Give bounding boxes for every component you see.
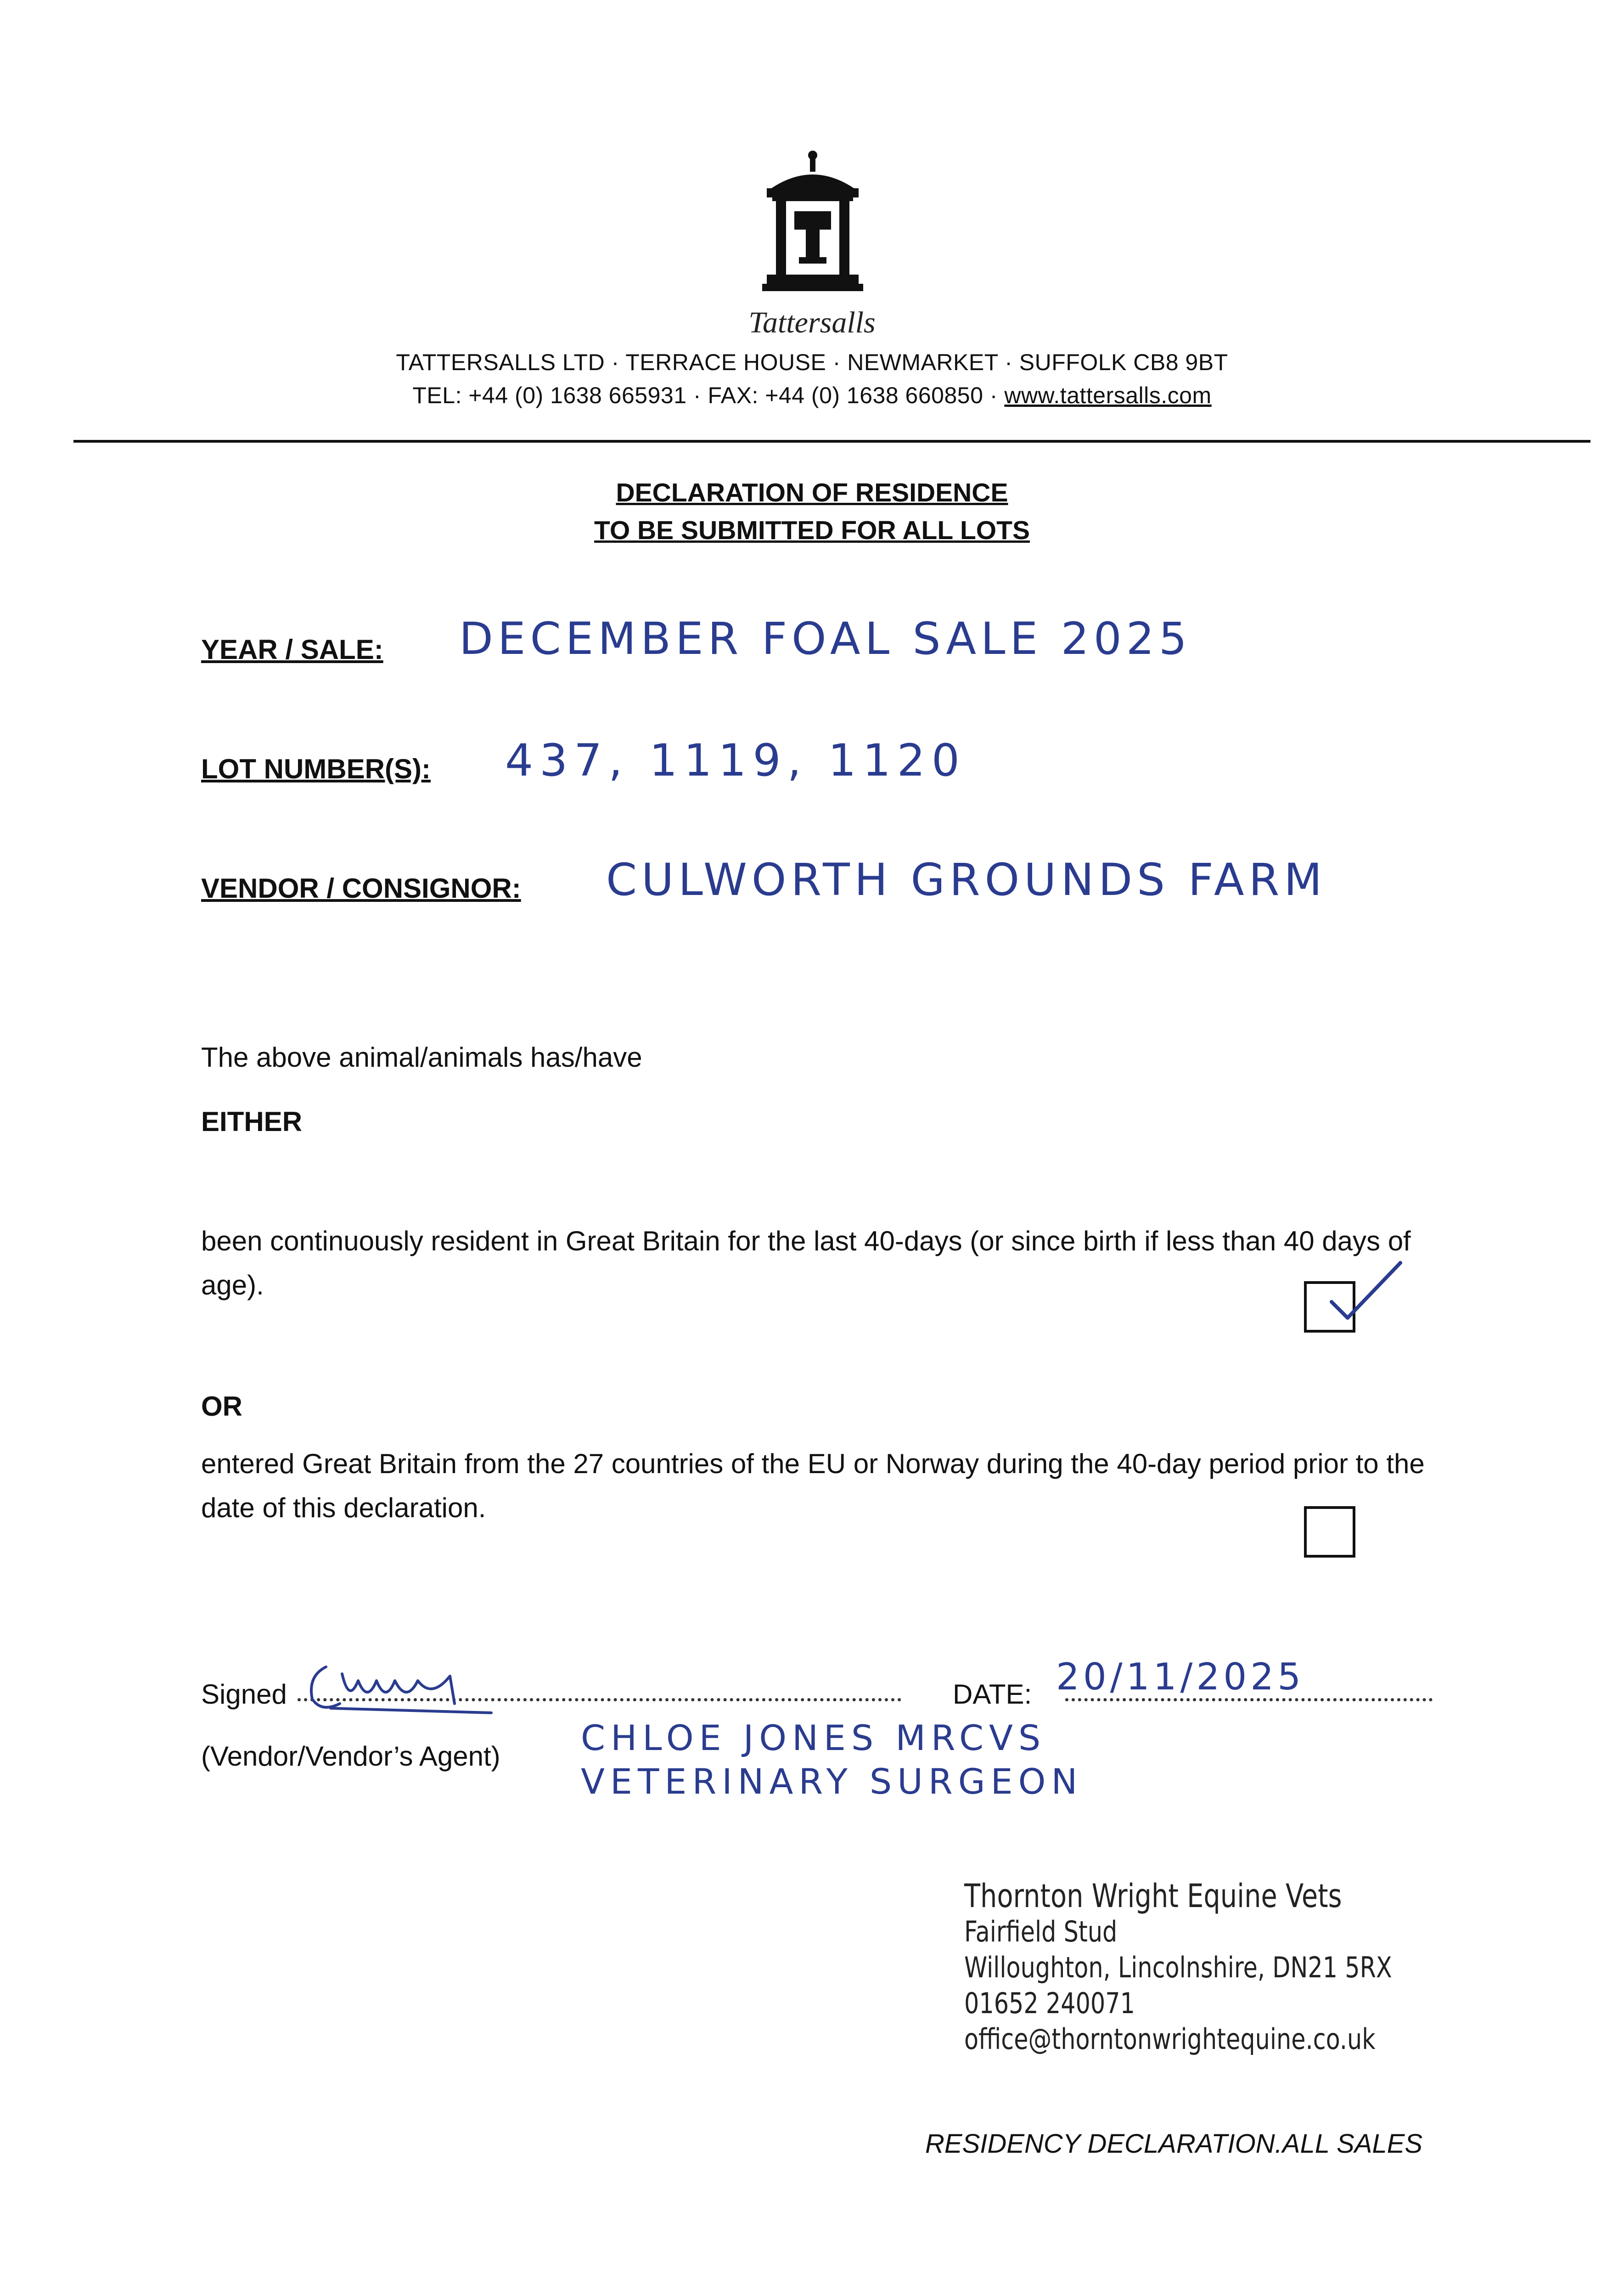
option-entered-text: entered Great Britain from the 27 countries of the EU or Norway during the 40-day period prior to the date of this declaration. bbox=[201, 1448, 1425, 1523]
website-link[interactable]: www.tattersalls.com bbox=[1004, 383, 1212, 408]
stamp-address: Willoughton, Lincolnshire, DN21 5RX bbox=[964, 1951, 1392, 1984]
company-address: TATTERSALLS LTD · TERRACE HOUSE · NEWMARKET · SUFFOLK CB8 9BT bbox=[396, 349, 1228, 375]
stamp-practice-name: Thornton Wright Equine Vets bbox=[964, 1877, 1342, 1915]
checkmark-icon bbox=[1322, 1258, 1405, 1327]
vendor-agent-label: (Vendor/Vendor’s Agent) bbox=[201, 1741, 500, 1772]
year-sale-label: YEAR / SALE: bbox=[201, 634, 383, 665]
lot-numbers-value: 437, 1119, 1120 bbox=[505, 735, 966, 786]
tattersalls-logo-icon bbox=[762, 147, 863, 298]
lot-numbers-label: LOT NUMBER(S): bbox=[201, 754, 431, 784]
signer-role: VETERINARY SURGEON bbox=[581, 1761, 1083, 1802]
date-label: DATE: bbox=[953, 1679, 1032, 1710]
stamp-stud: Fairfield Stud bbox=[964, 1915, 1118, 1948]
header-divider bbox=[73, 440, 1590, 443]
contact-numbers: TEL: +44 (0) 1638 665931 · FAX: +44 (0) 1638 660850 · bbox=[412, 383, 1005, 408]
year-sale-value: DECEMBER FOAL SALE 2025 bbox=[459, 613, 1191, 664]
date-value: 20/11/2025 bbox=[1056, 1655, 1305, 1698]
brand-name: Tattersalls bbox=[748, 306, 876, 339]
option-entered-checkbox[interactable] bbox=[1304, 1506, 1355, 1558]
signer-name: CHLOE JONES MRCVS bbox=[581, 1717, 1046, 1758]
footer-reference: RESIDENCY DECLARATION.ALL SALES bbox=[925, 2129, 1423, 2159]
stamp-email: office@thorntonwrightequine.co.uk bbox=[964, 2022, 1376, 2056]
stamp-phone: 01652 240071 bbox=[964, 1986, 1135, 2020]
statement-text: The above animal/animals has/have bbox=[201, 1042, 642, 1073]
either-label: EITHER bbox=[201, 1106, 303, 1137]
company-contact bbox=[0, 382, 1624, 409]
signed-label: Signed bbox=[201, 1679, 287, 1710]
vet-practice-stamp bbox=[964, 1878, 1392, 2057]
vendor-label: VENDOR / CONSIGNOR: bbox=[201, 873, 521, 904]
date-line bbox=[1065, 1698, 1433, 1701]
form-title: DECLARATION OF RESIDENCE bbox=[616, 478, 1008, 507]
signature-mark-icon bbox=[298, 1649, 537, 1717]
form-subtitle: TO BE SUBMITTED FOR ALL LOTS bbox=[594, 516, 1030, 545]
or-label: OR bbox=[201, 1391, 242, 1422]
vendor-value: CULWORTH GROUNDS FARM bbox=[606, 854, 1327, 906]
option-resident-text: been continuously resident in Great Britain for the last 40-days (or since birth if less than 40 days of age). bbox=[201, 1226, 1411, 1300]
